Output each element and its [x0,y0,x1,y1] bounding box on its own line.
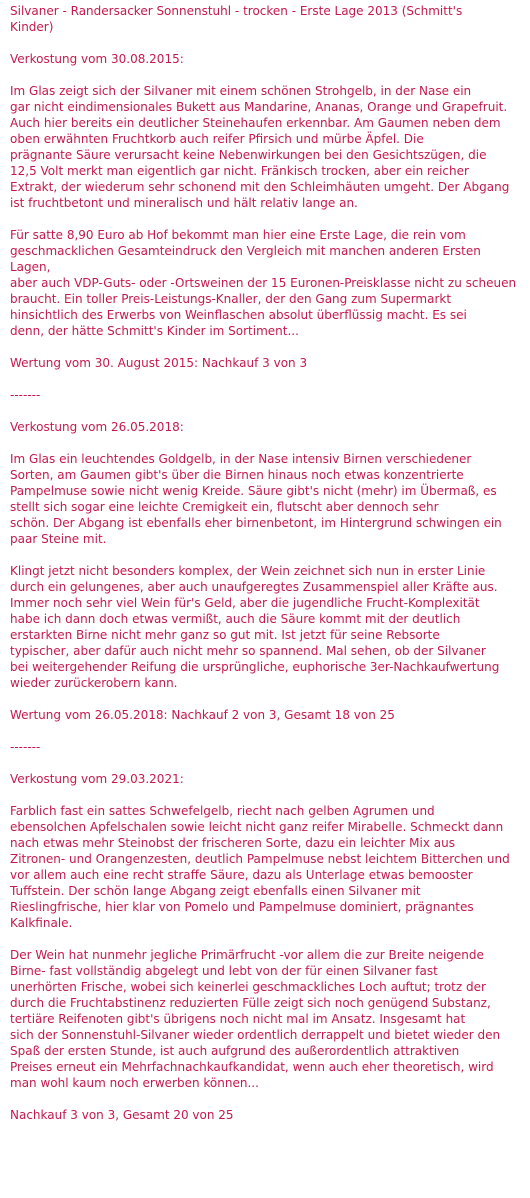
separator: ------- [10,740,41,754]
tasting-1-paragraph-2: Für satte 8,90 Euro ab Hof bekommt man hier eine Erste Lage, die rein vom geschmacklichen Gesamteindruck den Vergleich mit manchen anderen Ersten Lagen, aber auch VDP-Guts- oder -Ortsweinen der 15 Euronen-Preisklasse nicht zu scheuen braucht. Ein toller Preis-Leistungs-Knaller, der den Gang zum Supermarkt hinsichtlich des Erwerbs von Weinflaschen absolut überflüssig macht. Es sei denn, der hätte Schmitt's Kinder im Sortiment... [10,228,517,338]
tasting-2-paragraph-1: Im Glas ein leuchtendes Goldgelb, in der Nase intensiv Birnen verschiedener Sorten, am Gaumen gibt's über die Birnen hinaus noch etwas konzentrierte Pampelmuse sowie nicht wenig Kreide. Säure gibt's nicht (mehr) im Übermaß, es stellt sich sogar eine leichte Cremigkeit ein, flutscht aber dennoch sehr schön. Der Abgang ist ebenfalls eher birnenbetont, im Hintergrund schwingen ein paar Steine mit. [10,452,502,546]
separator: ------- [10,388,41,402]
tasting-3-rating: Nachkauf 3 von 3, Gesamt 20 von 25 [10,1108,234,1122]
tasting-1-heading: Verkostung vom 30.08.2015: [10,52,184,66]
tasting-1-rating: Wertung vom 30. August 2015: Nachkauf 3 von 3 [10,356,308,370]
tasting-2-heading: Verkostung vom 26.05.2018: [10,420,184,434]
tasting-3-paragraph-2: Der Wein hat nunmehr jegliche Primärfrucht -vor allem die zur Breite neigende Birne- fast vollständig abgelegt und lebt von der für einen Silvaner fast unerhörten Frische, wobei sich keinerlei geschmackliches Loch auftut; trotz der durch die Fruchtabstinenz reduzierten Fülle zeigt sich noch genügend Substanz, tertiäre Reifenoten gibt's übrigens noch nicht mal im Ansatz. Insgesamt hat sich der Sonnenstuhl-Silvaner wieder ordentlich derrappelt und bietet wieder den Spaß der ersten Stunde, ist auch aufgrund des außerordentlich attraktiven Preises erneut ein Mehrfachnachkaufkandidat, wenn auch eher theoretisch, wird man wohl kaum noch erwerben können... [10,948,501,1090]
tasting-2-paragraph-2: Klingt jetzt nicht besonders komplex, der Wein zeichnet sich nun in erster Linie durch ein gelungenes, aber auch unaufgeregtes Zusammenspiel aller Kräfte aus. Immer noch sehr viel Wein für's Geld, aber die jugendliche Frucht-Komplexität habe ich dann doch etwas vermißt, auch die Säure kommt mit der deutlich erstarkten Birne nicht mehr ganz so gut mit. Ist jetzt für seine Rebsorte typischer, aber dafür auch nicht mehr so spannend. Mal sehen, ob der Silvaner bei weitergehender Reifung die ursprüngliche, euphorische 3er-Nachkaufwertung wieder zurückerobern kann. [10,564,500,690]
tasting-2-rating: Wertung vom 26.05.2018: Nachkauf 2 von 3, Gesamt 18 von 25 [10,708,395,722]
tasting-3-paragraph-1: Farblich fast ein sattes Schwefelgelb, riecht nach gelben Agrumen und ebensolchen Apfelschalen sowie leicht nicht ganz reifer Mirabelle. Schmeckt dann nach etwas mehr Steinobst der frischeren Sorte, dazu ein leichter Mix aus Zitronen- und Orangenzesten, deutlich Pampelmuse nebst leichtem Bitterchen und vor allem auch eine recht straffe Säure, dazu als Unterlage etwas bemooster Tuffstein. Der schön lange Abgang zeigt ebenfalls einen Silvaner mit Rieslingfrische, hier klar von Pomelo und Pampelmuse dominiert, prägnantes Kalkfinale. [10,804,510,930]
wine-title: Silvaner - Randersacker Sonnenstuhl - trocken - Erste Lage 2013 (Schmitt's Kinder) [10,4,463,34]
tasting-3-heading: Verkostung vom 29.03.2021: [10,772,184,786]
tasting-1-paragraph-1: Im Glas zeigt sich der Silvaner mit einem schönen Strohgelb, in der Nase ein gar nicht eindimensionales Bukett aus Mandarine, Ananas, Orange und Grapefruit. Auch hier bereits ein deutlicher Steinehaufen erkennbar. Am Gaumen neben dem oben erwähnten Fruchtkorb auch reifer Pfirsich und mürbe Äpfel. Die prägnante Säure verursacht keine Nebenwirkungen bei den Gesichtszügen, die 12,5 Volt merkt man eigentlich gar nicht. Fränkisch trocken, aber ein reicher Extrakt, der wiederum sehr schonend mit den Schleimhäuten umgeht. Der Abgang ist fruchtbetont und mineralisch und hält relativ lange an. [10,84,510,210]
